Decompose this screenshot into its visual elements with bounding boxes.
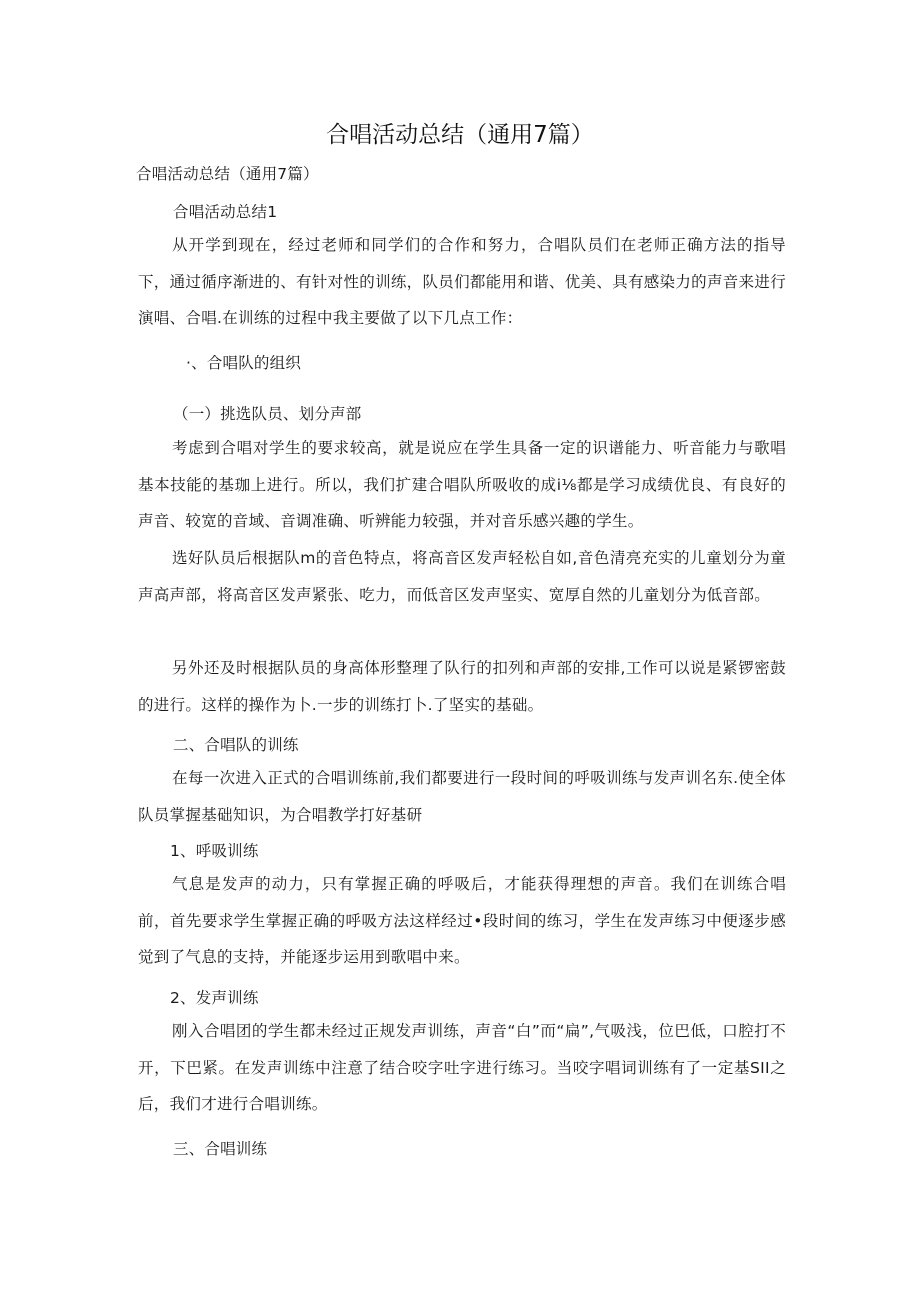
heading-vocalization: 2、发声训练 [170,989,259,1007]
paragraph-training-intro: 在每一次进入正式的合唱训练前,我们都要进行一段时间的呼吸训练与发声训名东.使全体队员掌握基础知识，为合唱教学打好基研 [138,769,786,824]
intro-paragraph: 从开学到现在，经过老师和同学们的合作和努力，合唱队员们在老师正确方法的指导下，通过循序渐进的、有针对性的训练，队员们都能用和谐、优美、具有感染力的声音来进行演唱、合唱.在训练的过程中我主要做了以下几点工作： [138,236,786,327]
paragraph-vocalization: 刚入合唱团的学生都未经过正规发声训练，声音“白”而“扁”,气吸浅，位巴低，口腔打不开，下巴紧。在发声训练中注意了结合咬字吐字进行练习。当咬字唱词训练有了一定基SII之后，我们才进行合唱训练。 [138,1022,786,1113]
paragraph-breathing: 气息是发声的动力，只有掌握正确的呼吸后，才能获得理想的声音。我们在训练合唱前，首先要求学生掌握正确的呼吸方法这样经过•段时间的练习，学生在发声练习中便逐步感觉到了气息的支持，并能逐步运用到歌唱中来。 [138,875,786,966]
heading-breathing: 1、呼吸训练 [170,842,259,860]
paragraph-arrangement: 另外还及时根据队员的身高体形整理了队行的扣列和声部的安排,工作可以说是紧锣密鼓的进行。这样的操作为卜.一步的训练打卜.了坚实的基础。 [138,659,786,714]
paragraph-voice-parts: 选好队员后根据队m的音色特点，将高音区发声轻松自如,音色清亮充实的儿童划分为童声高声部，将高音区发声紧张、吃力，而低音区发声坚实、宽厚自然的儿童划分为低音部。 [138,549,786,604]
paragraph-selection: 考虑到合唱对学生的要求较高，就是说应在学生具备一定的识谱能力、听音能力与歌唱基本技能的基珈上进行。所以，我们扩建合唱队所吸收的成i⅛都是学习成绩优良、有良好的声音、较宽的音域、音调准确、听辨能力较强，并对音乐感兴趣的学生。 [138,439,786,530]
document-title: 合唱活动总结（通用7篇） [326,122,594,148]
heading-training: 二、合唱队的训练 [173,736,299,754]
heading-select-members: （一）挑选队员、划分声部 [173,405,362,423]
section-heading: 合唱活动总结1 [173,203,278,221]
heading-organization: ·、合唱队的组织 [186,354,302,372]
document-subtitle: 合唱活动总结（通用7篇） [136,165,319,183]
heading-choral-training: 三、合唱训练 [173,1140,268,1158]
